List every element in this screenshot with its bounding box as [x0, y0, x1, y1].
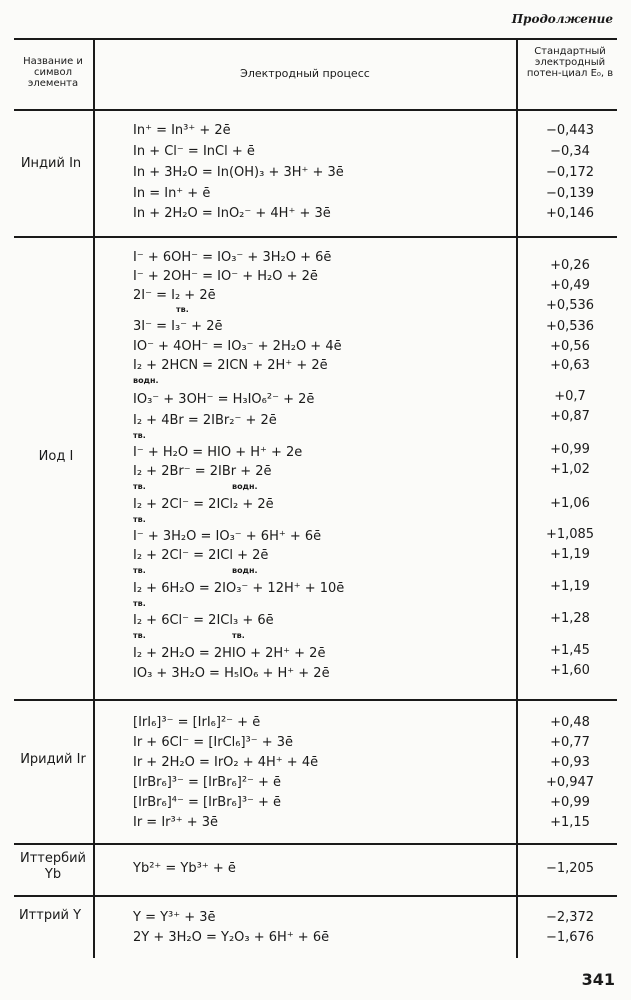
equation: IO₃ + 3H₂O = H₅IO₆ + H⁺ + 2ē — [133, 666, 330, 681]
equation: [IrBr₆]³⁻ = [IrBr₆]²⁻ + ē — [133, 775, 282, 790]
potential-value: −0,443 — [545, 123, 595, 138]
equation: I₂ + 6H₂O = 2IO₃⁻ + 12H⁺ + 10ē — [133, 581, 345, 596]
equation: [IrBr₆]⁴⁻ = [IrBr₆]³⁻ + ē — [133, 795, 282, 810]
potential-value: +0,99 — [550, 795, 590, 810]
potential-value: −1,205 — [545, 861, 595, 876]
equation: I₂ + 2HCN = 2ICN + 2H⁺ + 2ē — [133, 358, 328, 373]
equation: I⁻ + 6OH⁻ = IO₃⁻ + 3H₂O + 6ē — [133, 250, 332, 265]
potential-value: +0,49 — [550, 278, 590, 293]
equation: 2Y + 3H₂O = Y₂O₃ + 6H⁺ + 6ē — [133, 930, 330, 945]
equation: [IrI₆]³⁻ = [IrI₆]²⁻ + ē — [133, 715, 261, 730]
equation: I⁻ + H₂O = HIO + H⁺ + 2e — [133, 445, 303, 460]
potential-value: +0,7 — [554, 389, 586, 404]
table-column-rule — [516, 38, 518, 958]
potential-value: +0,536 — [545, 298, 595, 313]
table-top-rule — [14, 38, 617, 40]
table-column-rule — [93, 38, 95, 958]
element-name-indium: Индий In — [20, 156, 82, 171]
element-name-yttrium: Иттрий Y — [18, 908, 82, 923]
potential-value: +1,45 — [550, 643, 590, 658]
table-group-rule — [14, 699, 617, 701]
state-label: тв. — [176, 305, 189, 314]
potential-value: +0,146 — [545, 206, 595, 221]
state-label: тв. — [133, 482, 146, 491]
equation: IO⁻ + 4OH⁻ = IO₃⁻ + 2H₂O + 4ē — [133, 339, 342, 354]
equation: I₂ + 6Cl⁻ = 2ICl₃ + 6ē — [133, 613, 274, 628]
state-label: тв. — [133, 566, 146, 575]
state-label: тв. — [232, 631, 245, 640]
state-label: тв. — [133, 431, 146, 440]
potential-value: +0,26 — [550, 258, 590, 273]
potential-value: +0,99 — [550, 442, 590, 457]
table-group-rule — [14, 236, 617, 238]
potential-value: −0,34 — [550, 144, 590, 159]
state-label: тв. — [133, 515, 146, 524]
potential-value: +0,48 — [550, 715, 590, 730]
equation: Ir + 6Cl⁻ = [IrCl₆]³⁻ + 3ē — [133, 735, 294, 750]
potential-value: +1,19 — [550, 579, 590, 594]
potential-value: +1,60 — [550, 663, 590, 678]
equation: I₂ + 4Br = 2IBr₂⁻ + 2ē — [133, 413, 277, 428]
potential-value: +0,93 — [550, 755, 590, 770]
potential-value: +0,87 — [550, 409, 590, 424]
equation: In + Cl⁻ = InCl + ē — [133, 144, 255, 159]
header-potential: Стандартный электродный потен-циал E₀, в — [526, 46, 614, 79]
element-name-iridium: Иридий Ir — [20, 752, 86, 767]
state-label: водн. — [133, 376, 159, 385]
state-label: водн. — [232, 482, 258, 491]
equation: IO₃⁻ + 3OH⁻ = H₃IO₆²⁻ + 2ē — [133, 392, 315, 407]
equation: Ir + 2H₂O = IrO₂ + 4H⁺ + 4ē — [133, 755, 319, 770]
potential-value: +1,06 — [550, 496, 590, 511]
potential-value: +0,77 — [550, 735, 590, 750]
element-name-iodine: Иод I — [38, 449, 74, 464]
potential-value: −0,139 — [545, 186, 595, 201]
potential-value: +1,19 — [550, 547, 590, 562]
potential-value: +1,15 — [550, 815, 590, 830]
table-group-rule — [14, 843, 617, 845]
equation: I₂ + 2H₂O = 2HIO + 2H⁺ + 2ē — [133, 646, 326, 661]
equation: I₂ + 2Br⁻ = 2IBr + 2ē — [133, 464, 272, 479]
potential-value: +0,56 — [550, 339, 590, 354]
equation: Y = Y³⁺ + 3ē — [133, 910, 216, 925]
header-process: Электродный процесс — [240, 67, 370, 80]
potential-value: +0,63 — [550, 358, 590, 373]
table-header-rule — [14, 109, 617, 111]
state-label: тв. — [133, 631, 146, 640]
equation: I₂ + 2Cl⁻ = 2ICl + 2ē — [133, 548, 269, 563]
state-label: водн. — [232, 566, 258, 575]
equation: 2I⁻ = I₂ + 2ē — [133, 288, 216, 303]
potential-value: +1,28 — [550, 611, 590, 626]
equation: 3I⁻ = I₃⁻ + 2ē — [133, 319, 223, 334]
potential-value: +0,947 — [545, 775, 595, 790]
equation: In⁺ = In³⁺ + 2ē — [133, 123, 231, 138]
potential-value: +0,536 — [545, 319, 595, 334]
potential-value: +1,085 — [545, 527, 595, 542]
table-group-rule — [14, 895, 617, 897]
element-name-ytterbium: Иттербий Yb — [19, 851, 87, 882]
equation: I⁻ + 3H₂O = IO₃⁻ + 6H⁺ + 6ē — [133, 529, 322, 544]
potential-value: +1,02 — [550, 462, 590, 477]
header-element: Название и символ элемента — [23, 56, 83, 89]
state-label: тв. — [133, 599, 146, 608]
equation: In + 2H₂O = InO₂⁻ + 4H⁺ + 3ē — [133, 206, 331, 221]
potential-value: −0,172 — [545, 165, 595, 180]
equation: Yb²⁺ = Yb³⁺ + ē — [133, 861, 236, 876]
running-head: Продолжение — [511, 12, 613, 26]
equation: In = In⁺ + ē — [133, 186, 211, 201]
equation: I⁻ + 2OH⁻ = IO⁻ + H₂O + 2ē — [133, 269, 318, 284]
page-number: 341 — [581, 970, 615, 989]
equation: I₂ + 2Cl⁻ = 2ICl₂ + 2ē — [133, 497, 274, 512]
potential-value: −2,372 — [545, 910, 595, 925]
equation: In + 3H₂O = In(OH)₃ + 3H⁺ + 3ē — [133, 165, 344, 180]
equation: Ir = Ir³⁺ + 3ē — [133, 815, 219, 830]
potential-value: −1,676 — [545, 930, 595, 945]
